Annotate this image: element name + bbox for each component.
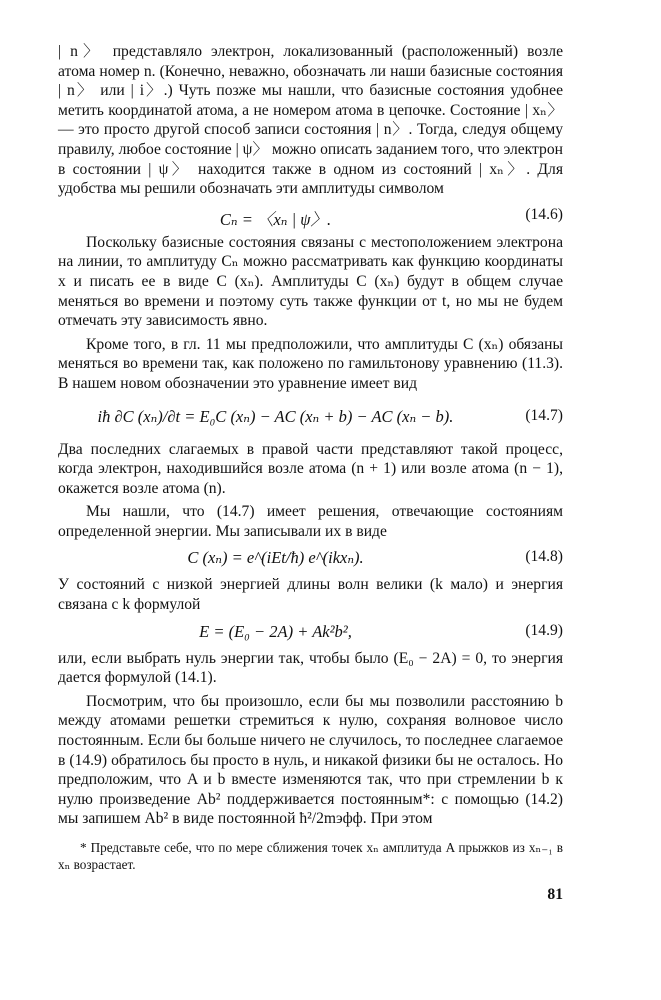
equation-14-9 [58, 615, 563, 649]
equation-formula: iħ ∂C (xₙ)/∂t = E₀C (xₙ) − AC (xₙ + b) − AC (xₙ − b). [97, 406, 454, 426]
paragraph-4: Два последних слагаемых в правой части представляют такой процесс, когда электрон, находившийся возле атома (n + 1) или возле атома (n − 1), окажется возле атома (n). [58, 440, 563, 497]
equation-number: (14.6) [525, 205, 563, 223]
equation-14-7 [58, 394, 563, 440]
paragraph-1: | n〉 представляло электрон, локализованный (расположенный) возле атома номер n. (Конечно, неважно, обозначать ли наши базисные состояния | n〉 или | i〉.) Чуть позже мы нашли, что базисные состояния удобнее метить координатой атома, а не номером атома в цепочке. Состояние | xₙ〉 — это просто другой способ записи состояния | n〉. Тогда, следуя общему правилу, любое состояние | ψ〉 можно описать заданием того, что электрон в состоянии | ψ〉 находится также в одном из состояний | xₙ〉. Для удобства мы решили обозначать эти амплитуды символом [58, 43, 563, 198]
equation-number: (14.7) [525, 406, 563, 424]
paragraph-3: Кроме того, в гл. 11 мы предположили, что амплитуды C (xₙ) обязаны меняться во времени так, как положено по гамильтонову уравнению (11.3). В нашем новом обозначении это уравнение имеет вид [58, 335, 563, 392]
equation-formula: C (xₙ) = e^(iEt/ħ) e^(ikxₙ). [187, 548, 364, 568]
paragraph-6: У состояний с низкой энергией длины волн велики (k мало) и энергия связана с k формулой [58, 576, 563, 614]
equation-14-6 [58, 199, 563, 233]
page-body [58, 42, 563, 873]
page-number: 81 [547, 886, 563, 903]
equation-number: (14.8) [525, 548, 563, 566]
paragraph-8: Посмотрим, что бы произошло, если бы мы позволили расстоянию b между атомами решетки стремиться к нулю, сохраняя волновое число постоянным. Если бы больше ничего не случилось, то последнее слагаемое в (14.9) обратилось бы просто в нуль, и никакой физики бы не осталось. Но предположим, что A и b вместе изменяются так, что при стремлении b к нулю произведение Ab² поддерживается постоянным*: с помощью (14.2) мы запишем Ab² в виде постоянной ħ²/2mэфф. При этом [58, 692, 563, 828]
equation-formula: Cₙ = 〈xₙ | ψ〉. [219, 209, 332, 229]
paragraph-2: Поскольку базисные состояния связаны с местоположением электрона на линии, то амплитуду Cₙ можно рассматривать как функцию координаты x и писать ее в виде C (xₙ). Амплитуды C (xₙ) будут в общем случае меняться во времени и поэтому суть также функции от t, но мы не будем отмечать эту зависимость явно. [58, 233, 563, 330]
equation-14-8 [58, 541, 563, 575]
equation-formula: E = (E₀ − 2A) + Ak²b², [199, 621, 352, 641]
paragraph-5: Мы нашли, что (14.7) имеет решения, отвечающие состояниям определенной энергии. Мы записывали их в виде [58, 503, 563, 540]
equation-number: (14.9) [525, 621, 563, 639]
footnote: * Представьте себе, что по мере сближения точек xₙ амплитуда A прыжков из xₙ₋₁ в xₙ возрастает. [58, 840, 563, 872]
paragraph-7: или, если выбрать нуль энергии так, чтобы было (E₀ − 2A) = 0, то энергия дается формулой (14.1). [58, 649, 563, 687]
